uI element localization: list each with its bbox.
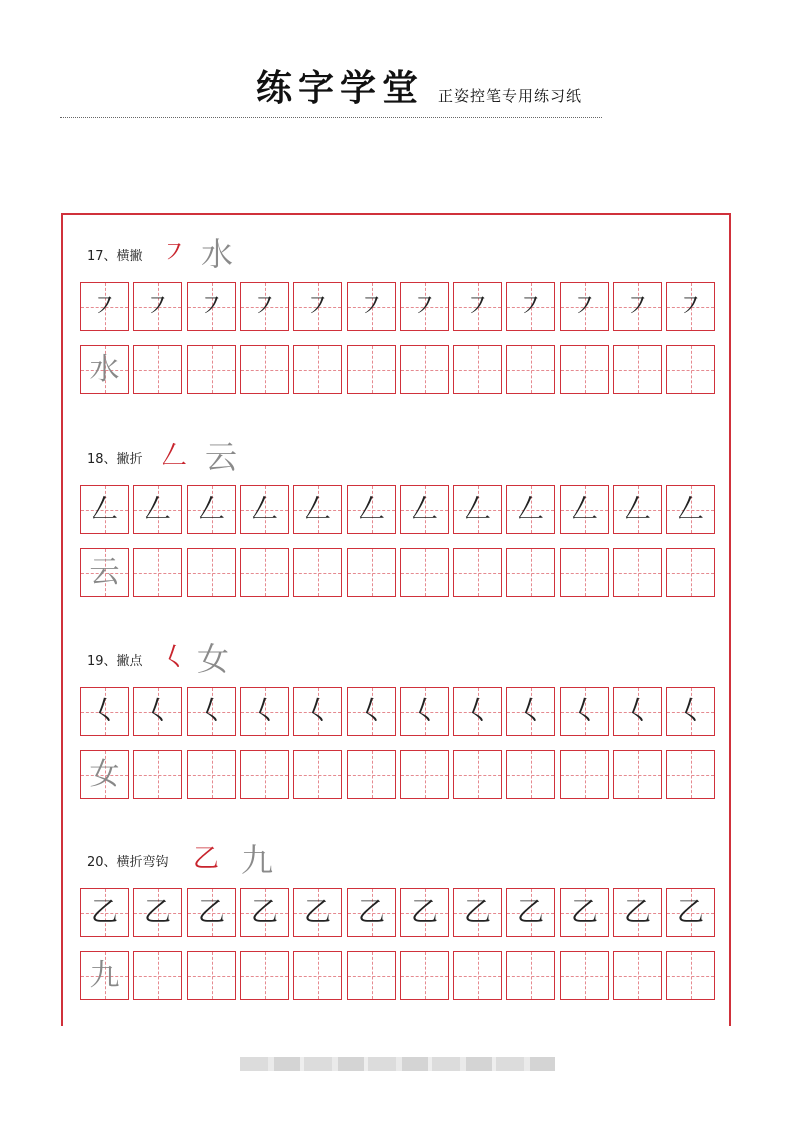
stroke-glyph: 𠃋 [198, 494, 225, 525]
char-practice-row [80, 951, 720, 1001]
stroke-glyph: ㇇ [624, 291, 651, 322]
grid-cell[interactable] [347, 951, 396, 1000]
grid-cell[interactable] [560, 750, 609, 799]
stroke-glyph: 乙 [91, 897, 118, 928]
stroke-glyph: 乙 [411, 897, 438, 928]
model-char: 九 [89, 957, 120, 993]
grid-cell[interactable] [560, 282, 609, 331]
header-subtitle: 正姿控笔专用练习纸 [438, 87, 583, 105]
stroke-glyph: 乙 [571, 897, 598, 928]
stroke-glyph: 乙 [677, 897, 704, 928]
grid-cell[interactable] [187, 345, 236, 394]
grid-cell[interactable] [560, 345, 609, 394]
stroke-glyph: 𡿨 [358, 696, 385, 727]
section-heading [87, 841, 487, 890]
stroke-glyph: 𡿨 [304, 696, 331, 727]
stroke-practice-row [80, 687, 720, 737]
grid-cell[interactable] [666, 951, 715, 1000]
grid-cell[interactable] [240, 951, 289, 1000]
grid-cell[interactable] [453, 345, 502, 394]
grid-cell[interactable] [187, 485, 236, 534]
grid-cell[interactable] [666, 888, 715, 937]
grid-cell[interactable] [240, 548, 289, 597]
grid-cell[interactable] [400, 750, 449, 799]
stroke-glyph: ㇇ [411, 291, 438, 322]
stroke-glyph: 𠃋 [144, 494, 171, 525]
stroke-glyph: ㇇ [304, 291, 331, 322]
grid-cell[interactable] [506, 282, 555, 331]
grid-cell[interactable] [133, 548, 182, 597]
grid-cell[interactable] [613, 951, 662, 1000]
grid-cell[interactable] [400, 548, 449, 597]
model-char: 女 [89, 756, 120, 792]
grid-cell[interactable] [133, 485, 182, 534]
stroke-glyph: 𡿨 [198, 696, 225, 727]
grid-cell[interactable] [293, 750, 342, 799]
section-stroke-sample: ㇇ [161, 238, 188, 268]
section-stroke-sample: 𠃋 [161, 441, 188, 471]
grid-cell[interactable] [80, 951, 129, 1000]
char-practice-row [80, 345, 720, 395]
grid-cell[interactable] [506, 687, 555, 736]
grid-cell[interactable] [400, 687, 449, 736]
grid-cell[interactable] [613, 282, 662, 331]
grid-cell[interactable] [187, 750, 236, 799]
stroke-glyph: 𡿨 [517, 696, 544, 727]
grid-cell[interactable] [187, 951, 236, 1000]
stroke-glyph: ㇇ [464, 291, 491, 322]
stroke-practice-row [80, 282, 720, 332]
stroke-glyph: 𠃋 [91, 494, 118, 525]
stroke-glyph: ㇇ [358, 291, 385, 322]
grid-cell[interactable] [347, 345, 396, 394]
stroke-glyph: 乙 [144, 897, 171, 928]
stroke-glyph: 𡿨 [624, 696, 651, 727]
grid-cell[interactable] [293, 687, 342, 736]
stroke-glyph: 𡿨 [251, 696, 278, 727]
stroke-glyph: ㇇ [517, 291, 544, 322]
section-heading [87, 438, 487, 487]
grid-cell[interactable] [187, 687, 236, 736]
grid-cell[interactable] [453, 687, 502, 736]
grid-cell[interactable] [666, 750, 715, 799]
grid-cell[interactable] [666, 687, 715, 736]
stroke-glyph: 乙 [358, 897, 385, 928]
grid-cell[interactable] [293, 888, 342, 937]
stroke-glyph: 𡿨 [464, 696, 491, 727]
stroke-glyph: 𠃋 [677, 494, 704, 525]
char-practice-row [80, 750, 720, 800]
grid-cell[interactable] [613, 345, 662, 394]
grid-cell[interactable] [133, 750, 182, 799]
grid-cell[interactable] [80, 282, 129, 331]
grid-cell[interactable] [453, 750, 502, 799]
grid-cell[interactable] [293, 548, 342, 597]
grid-cell[interactable] [613, 750, 662, 799]
grid-cell[interactable] [613, 888, 662, 937]
stroke-glyph: 𡿨 [571, 696, 598, 727]
section-label: 17、横撇 [87, 249, 143, 264]
section-heading [87, 235, 487, 284]
grid-cell[interactable] [666, 548, 715, 597]
grid-cell[interactable] [133, 345, 182, 394]
grid-cell[interactable] [560, 951, 609, 1000]
stroke-glyph: 𡿨 [91, 696, 118, 727]
stroke-glyph: 𡿨 [677, 696, 704, 727]
section-example-char: 九 [241, 841, 274, 879]
stroke-glyph: ㇇ [91, 291, 118, 322]
grid-cell[interactable] [506, 750, 555, 799]
grid-cell[interactable] [347, 548, 396, 597]
grid-cell[interactable] [453, 282, 502, 331]
grid-cell[interactable] [347, 687, 396, 736]
grid-cell[interactable] [400, 888, 449, 937]
stroke-glyph: ㇇ [198, 291, 225, 322]
grid-cell[interactable] [240, 345, 289, 394]
stroke-glyph: 𠃋 [251, 494, 278, 525]
grid-cell[interactable] [133, 687, 182, 736]
grid-cell[interactable] [80, 888, 129, 937]
grid-cell[interactable] [666, 485, 715, 534]
grid-cell[interactable] [187, 888, 236, 937]
brand-title: 练字学堂 [256, 67, 425, 109]
grid-cell[interactable] [560, 687, 609, 736]
section-label: 19、撇点 [87, 654, 143, 669]
grid-cell[interactable] [613, 548, 662, 597]
grid-cell[interactable] [453, 888, 502, 937]
grid-cell[interactable] [240, 750, 289, 799]
grid-cell[interactable] [666, 345, 715, 394]
grid-cell[interactable] [400, 282, 449, 331]
stroke-glyph: 𠃋 [464, 494, 491, 525]
stroke-practice-row [80, 485, 720, 535]
grid-cell[interactable] [133, 282, 182, 331]
stroke-glyph: 乙 [624, 897, 651, 928]
stroke-glyph: 𠃋 [571, 494, 598, 525]
grid-cell[interactable] [560, 485, 609, 534]
stroke-glyph: 𠃋 [358, 494, 385, 525]
grid-cell[interactable] [133, 888, 182, 937]
grid-cell[interactable] [80, 345, 129, 394]
grid-cell[interactable] [506, 345, 555, 394]
grid-cell[interactable] [400, 485, 449, 534]
grid-cell[interactable] [240, 485, 289, 534]
grid-cell[interactable] [560, 548, 609, 597]
grid-cell[interactable] [293, 485, 342, 534]
stroke-glyph: 乙 [251, 897, 278, 928]
grid-cell[interactable] [613, 485, 662, 534]
grid-cell[interactable] [506, 485, 555, 534]
stroke-glyph: 乙 [198, 897, 225, 928]
grid-cell[interactable] [240, 888, 289, 937]
stroke-glyph: 乙 [464, 897, 491, 928]
stroke-glyph: 乙 [517, 897, 544, 928]
grid-cell[interactable] [506, 548, 555, 597]
grid-cell[interactable] [187, 282, 236, 331]
stroke-glyph: 𠃋 [411, 494, 438, 525]
stroke-glyph: 𠃋 [624, 494, 651, 525]
header-divider [60, 117, 602, 118]
grid-cell[interactable] [240, 687, 289, 736]
section-stroke-sample: 乙 [193, 844, 220, 874]
grid-cell[interactable] [613, 687, 662, 736]
grid-cell[interactable] [347, 485, 396, 534]
grid-cell[interactable] [400, 951, 449, 1000]
stroke-glyph: ㇇ [144, 291, 171, 322]
footer-watermark [240, 1057, 555, 1071]
grid-cell[interactable] [400, 345, 449, 394]
section-stroke-sample: 𡿨 [161, 643, 188, 673]
grid-cell[interactable] [666, 282, 715, 331]
char-practice-row [80, 548, 720, 598]
section-example-char: 云 [205, 438, 238, 476]
grid-cell[interactable] [80, 687, 129, 736]
model-char: 水 [89, 351, 120, 387]
stroke-glyph: ㇇ [571, 291, 598, 322]
grid-cell[interactable] [560, 888, 609, 937]
section-label: 18、撇折 [87, 452, 143, 467]
grid-cell[interactable] [347, 750, 396, 799]
stroke-glyph: 𠃋 [517, 494, 544, 525]
stroke-glyph: 𡿨 [144, 696, 171, 727]
stroke-glyph: ㇇ [677, 291, 704, 322]
grid-cell[interactable] [133, 951, 182, 1000]
grid-cell[interactable] [80, 485, 129, 534]
stroke-glyph: ㇇ [251, 291, 278, 322]
grid-cell[interactable] [506, 888, 555, 937]
grid-cell[interactable] [80, 750, 129, 799]
stroke-glyph: 𡿨 [411, 696, 438, 727]
stroke-practice-row [80, 888, 720, 938]
grid-cell[interactable] [80, 548, 129, 597]
section-label: 20、横折弯钩 [87, 855, 169, 870]
grid-cell[interactable] [347, 888, 396, 937]
model-char: 云 [89, 554, 120, 590]
grid-cell[interactable] [187, 548, 236, 597]
grid-cell[interactable] [293, 951, 342, 1000]
grid-cell[interactable] [453, 951, 502, 1000]
grid-cell[interactable] [347, 282, 396, 331]
grid-cell[interactable] [293, 345, 342, 394]
section-example-char: 女 [197, 640, 230, 678]
grid-cell[interactable] [506, 951, 555, 1000]
grid-cell[interactable] [240, 282, 289, 331]
grid-cell[interactable] [453, 485, 502, 534]
grid-cell[interactable] [293, 282, 342, 331]
header [0, 0, 793, 125]
section-example-char: 水 [201, 235, 234, 273]
stroke-glyph: 𠃋 [304, 494, 331, 525]
grid-cell[interactable] [453, 548, 502, 597]
section-heading [87, 640, 487, 689]
stroke-glyph: 乙 [304, 897, 331, 928]
